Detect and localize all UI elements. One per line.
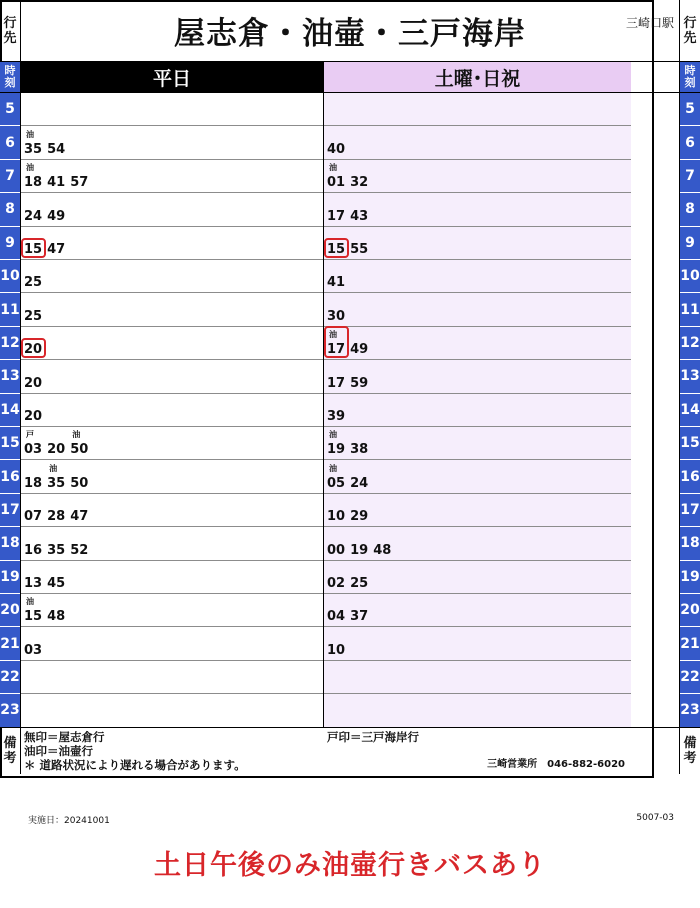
hour-cell-left: 8 bbox=[0, 193, 20, 226]
weekday-row bbox=[21, 160, 323, 193]
hour-cell-right: 17 bbox=[680, 494, 700, 527]
departure-time: 03 戸 bbox=[24, 430, 43, 458]
departure-time: 25 bbox=[24, 275, 43, 291]
departure-time: 10 bbox=[327, 642, 346, 658]
weekday-row bbox=[21, 360, 323, 393]
departure-time: 43 bbox=[350, 208, 369, 224]
departure-time: 19 油 bbox=[327, 430, 346, 458]
departure-time: 40 bbox=[327, 141, 346, 157]
route-mark: 油 bbox=[49, 463, 58, 473]
departure-time: 20 bbox=[24, 408, 43, 424]
note-mito: 戸印＝三戸海岸行 bbox=[327, 730, 419, 744]
weekday-row bbox=[21, 694, 323, 727]
weekday-row bbox=[21, 460, 323, 493]
weekend-row bbox=[324, 494, 631, 527]
hour-cell-left: 10 bbox=[0, 260, 20, 293]
departure-time: 20 bbox=[47, 442, 66, 458]
departure-time: 48 bbox=[47, 609, 66, 625]
departure-time: 15 bbox=[327, 242, 345, 257]
route-mark: 油 bbox=[329, 330, 337, 340]
highlight-box bbox=[324, 238, 349, 258]
route-mark: 油 bbox=[329, 163, 337, 173]
hour-cell-right: 9 bbox=[680, 227, 700, 260]
highlight-box bbox=[21, 238, 46, 258]
hour-cell-right: 13 bbox=[680, 360, 700, 393]
weekend-row bbox=[324, 93, 631, 126]
hour-cell-right: 8 bbox=[680, 193, 700, 226]
hour-cell-left: 21 bbox=[0, 627, 20, 660]
hour-cell-right: 10 bbox=[680, 260, 700, 293]
notes-label-left: 備 考 bbox=[3, 736, 17, 766]
departure-time: 16 bbox=[24, 542, 43, 558]
departure-time: 03 bbox=[24, 642, 43, 658]
weekday-row bbox=[21, 494, 323, 527]
hour-cell-left: 11 bbox=[0, 293, 20, 326]
departure-time: 18 bbox=[24, 475, 43, 491]
weekend-row bbox=[324, 460, 631, 493]
weekday-row bbox=[21, 227, 323, 260]
departure-time: 28 bbox=[47, 509, 66, 525]
time-label-left: 時 刻 bbox=[0, 62, 20, 92]
route-mark: 油 bbox=[26, 597, 34, 607]
departure-time: 49 bbox=[350, 342, 369, 358]
departure-time: 13 bbox=[24, 575, 43, 591]
hour-cell-right: 18 bbox=[680, 527, 700, 560]
note-delay: ＊ 道路状況により遅れる場合があります。 bbox=[24, 758, 246, 772]
weekend-row bbox=[324, 694, 631, 727]
weekend-row bbox=[324, 327, 631, 360]
office-contact: 三崎営業所 046-882-6020 bbox=[487, 759, 625, 770]
departure-time: 38 bbox=[350, 442, 369, 458]
hour-cell-left: 13 bbox=[0, 360, 20, 393]
destination-label-left: 行 先 bbox=[3, 15, 17, 46]
hour-cell-left: 20 bbox=[0, 594, 20, 627]
weekday-row bbox=[21, 594, 323, 627]
route-mark: 油 bbox=[26, 163, 34, 173]
weekend-row bbox=[324, 260, 631, 293]
weekday-row bbox=[21, 293, 323, 326]
departure-time: 52 bbox=[70, 542, 89, 558]
hour-cell-right: 14 bbox=[680, 394, 700, 427]
weekday-row bbox=[21, 260, 323, 293]
departure-time: 10 bbox=[327, 509, 346, 525]
weekend-row bbox=[324, 561, 631, 594]
route-mark: 戸 bbox=[26, 430, 34, 440]
departure-time: 25 bbox=[350, 575, 369, 591]
departure-time: 47 bbox=[47, 241, 66, 257]
weekday-header: 平日 bbox=[21, 62, 323, 92]
hour-cell-left: 22 bbox=[0, 661, 20, 694]
notes-label-right: 備 考 bbox=[683, 736, 697, 766]
departure-time: 35 bbox=[47, 542, 66, 558]
weekend-row bbox=[324, 661, 631, 694]
departure-time: 35 油 bbox=[24, 129, 43, 157]
station-name: 三崎口駅 bbox=[625, 16, 674, 30]
weekday-row bbox=[21, 627, 323, 660]
hour-cell-right: 20 bbox=[680, 594, 700, 627]
destination-title: 屋志倉・油壷・三戸海岸 bbox=[174, 16, 526, 52]
hour-cell-right: 5 bbox=[680, 93, 700, 126]
departure-time: 15 bbox=[24, 242, 42, 257]
weekend-row bbox=[324, 394, 631, 427]
weekday-row bbox=[21, 394, 323, 427]
departure-time: 47 bbox=[70, 509, 89, 525]
hour-cell-right: 23 bbox=[680, 694, 700, 727]
departure-time: 57 bbox=[70, 175, 89, 191]
weekend-row bbox=[324, 193, 631, 226]
departure-time: 00 bbox=[327, 542, 346, 558]
weekend-header: 土曜･日祝 bbox=[324, 62, 631, 92]
departure-time: 04 bbox=[327, 609, 346, 625]
weekend-row bbox=[324, 227, 631, 260]
weekend-row bbox=[324, 527, 631, 560]
departure-time: 50 油 bbox=[70, 430, 89, 458]
departure-time: 41 bbox=[327, 275, 346, 291]
hour-cell-left: 16 bbox=[0, 460, 20, 493]
weekday-row bbox=[21, 93, 323, 126]
effective-date: 実施日：20241001 bbox=[28, 816, 110, 826]
document-code: 5007-03 bbox=[636, 813, 674, 823]
weekend-row bbox=[324, 293, 631, 326]
weekday-row bbox=[21, 193, 323, 226]
hour-cell-right: 7 bbox=[680, 160, 700, 193]
destination-label-right: 行 先 bbox=[683, 15, 697, 46]
route-mark: 油 bbox=[26, 129, 34, 139]
departure-time: 07 bbox=[24, 509, 43, 525]
departure-time: 29 bbox=[350, 509, 369, 525]
weekend-row bbox=[324, 627, 631, 660]
highlight-box bbox=[21, 338, 46, 358]
note-abura: 油印＝油壷行 bbox=[24, 744, 93, 758]
departure-time: 24 bbox=[24, 208, 43, 224]
weekday-row bbox=[21, 561, 323, 594]
hour-cell-left: 14 bbox=[0, 394, 20, 427]
departure-time: 05 油 bbox=[327, 463, 346, 491]
departure-time: 49 bbox=[47, 208, 66, 224]
departure-time: 30 bbox=[327, 308, 346, 324]
hour-cell-right: 15 bbox=[680, 427, 700, 460]
departure-time: 02 bbox=[327, 575, 346, 591]
weekday-row bbox=[21, 661, 323, 694]
departure-time: 25 bbox=[24, 308, 43, 324]
hour-cell-left: 9 bbox=[0, 227, 20, 260]
weekend-row bbox=[324, 360, 631, 393]
departure-time: 50 bbox=[70, 475, 89, 491]
departure-time: 17 bbox=[327, 375, 346, 391]
departure-time: 17 油 bbox=[327, 342, 345, 357]
hour-cell-right: 19 bbox=[680, 561, 700, 594]
hour-cell-left: 19 bbox=[0, 561, 20, 594]
weekend-row bbox=[324, 427, 631, 460]
departure-time: 01 油 bbox=[327, 163, 346, 191]
weekend-row bbox=[324, 594, 631, 627]
departure-time: 15 油 bbox=[24, 597, 43, 625]
hour-cell-right: 11 bbox=[680, 293, 700, 326]
time-label-right: 時 刻 bbox=[680, 62, 700, 92]
weekday-row bbox=[21, 527, 323, 560]
weekday-row bbox=[21, 327, 323, 360]
departure-time: 59 bbox=[350, 375, 369, 391]
route-mark: 油 bbox=[72, 430, 81, 440]
departure-time: 24 bbox=[350, 475, 369, 491]
hour-cell-left: 5 bbox=[0, 93, 20, 126]
departure-time: 17 bbox=[327, 208, 346, 224]
departure-time: 55 bbox=[350, 241, 369, 257]
departure-time: 45 bbox=[47, 575, 66, 591]
departure-time: 54 bbox=[47, 141, 66, 157]
hour-cell-left: 18 bbox=[0, 527, 20, 560]
departure-time: 19 bbox=[350, 542, 369, 558]
weekend-row bbox=[324, 160, 631, 193]
departure-time: 18 油 bbox=[24, 163, 43, 191]
hour-cell-right: 16 bbox=[680, 460, 700, 493]
departure-time: 41 bbox=[47, 175, 66, 191]
hour-cell-left: 15 bbox=[0, 427, 20, 460]
hour-cell-left: 6 bbox=[0, 126, 20, 159]
departure-time: 48 bbox=[373, 542, 392, 558]
weekend-notice-banner: 土日午後のみ油壷行きバスあり bbox=[154, 850, 546, 881]
notes-area bbox=[21, 728, 631, 774]
departure-time: 20 bbox=[24, 342, 42, 357]
hour-cell-left: 17 bbox=[0, 494, 20, 527]
weekend-row bbox=[324, 126, 631, 159]
route-mark: 油 bbox=[329, 430, 337, 440]
departure-time: 37 bbox=[350, 609, 369, 625]
departure-time: 32 bbox=[350, 175, 369, 191]
note-plain: 無印＝屋志倉行 bbox=[24, 730, 105, 744]
departure-time: 39 bbox=[327, 408, 346, 424]
weekday-row bbox=[21, 126, 323, 159]
hour-cell-right: 12 bbox=[680, 327, 700, 360]
weekday-row bbox=[21, 427, 323, 460]
hour-cell-right: 21 bbox=[680, 627, 700, 660]
highlight-box bbox=[324, 326, 349, 358]
hour-cell-left: 23 bbox=[0, 694, 20, 727]
hour-cell-left: 12 bbox=[0, 327, 20, 360]
hour-cell-right: 22 bbox=[680, 661, 700, 694]
hour-cell-left: 7 bbox=[0, 160, 20, 193]
route-mark: 油 bbox=[329, 463, 337, 473]
departure-time: 35 油 bbox=[47, 463, 66, 491]
departure-time: 20 bbox=[24, 375, 43, 391]
hour-cell-right: 6 bbox=[680, 126, 700, 159]
